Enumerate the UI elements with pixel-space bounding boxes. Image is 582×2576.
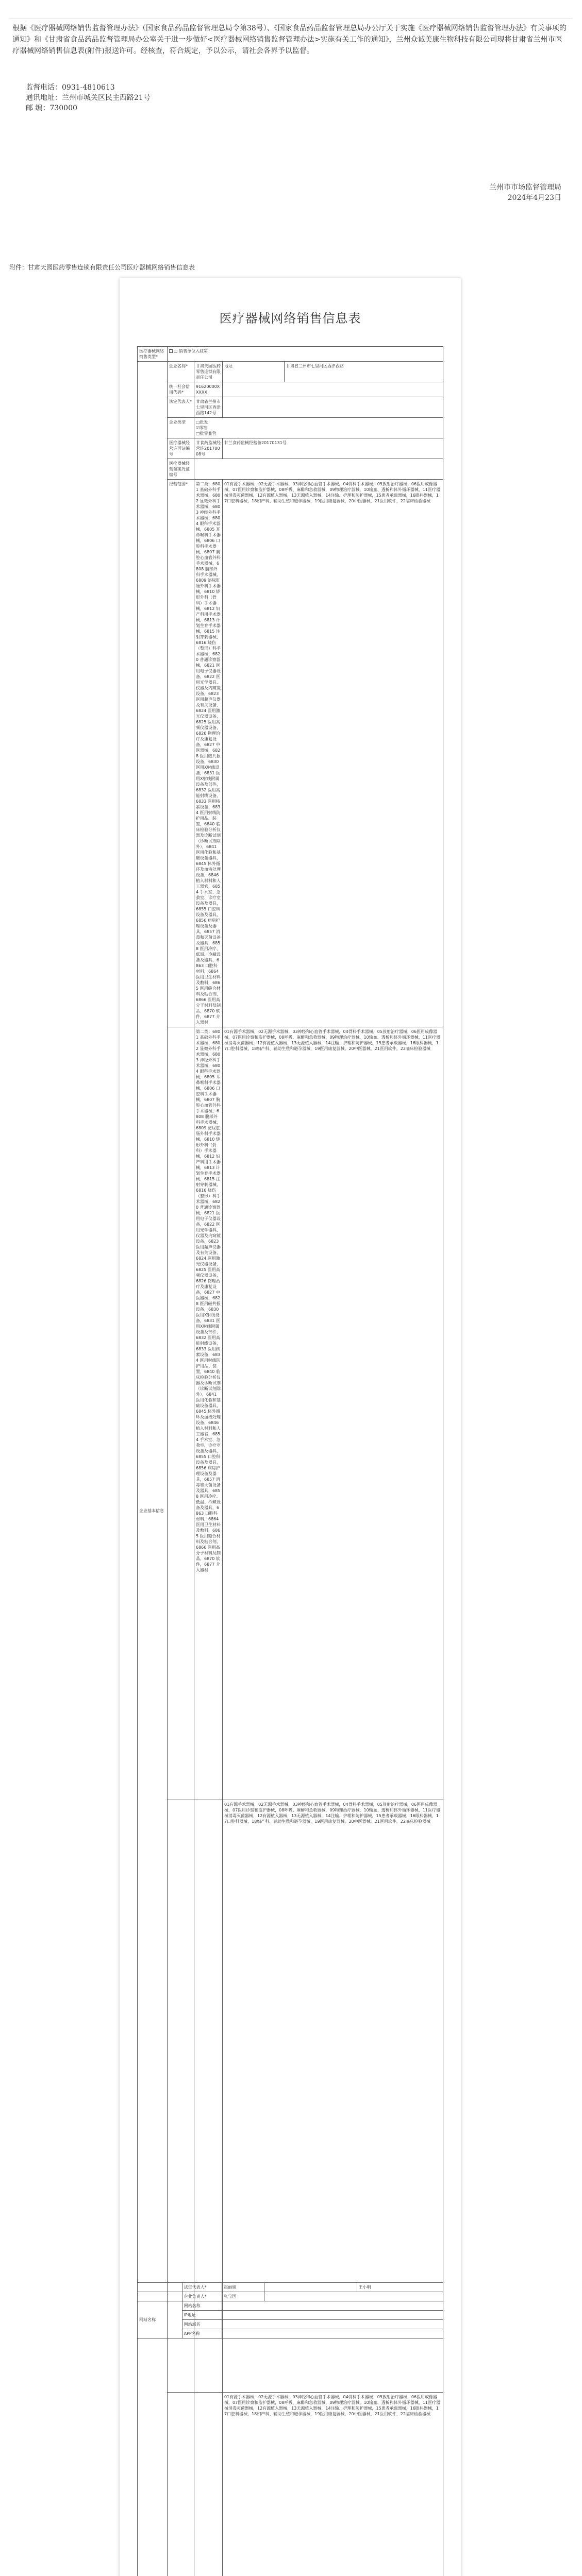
- notice-body: 根据《医疗器械网络销售监督管理办法》（国家食品药品监督管理总局令第38号）、《国家食品药品监督管理总局办公厅关于实施《医疗器械网络销售监督管理办法》有关事项的通知》和《甘肃省食品药品监督管理局办公室关于进一步做好<医疗器械网络销售监督管理办法>实施有关工作的通知》，兰州众诚美康生物科技有限公司现将甘肃省兰州市医疗器械网络销售信息表(附件)报送许可。经核查，符合规定，予以公示，请社会各界予以监督。: [12, 24, 567, 55]
- mode-option-retail: ☑零售: [196, 426, 208, 430]
- attachment-link[interactable]: 附件：甘肃天园医药零售连锁有限责任公司医疗器械网络销售信息表: [9, 264, 195, 271]
- value-legal: 甘肃省兰州市七里河区西津西路142号: [194, 397, 223, 418]
- empty-cell: [168, 1027, 194, 1800]
- mode-options: [194, 418, 443, 438]
- label-domain: 网站域名: [182, 2320, 222, 2329]
- label-responsible: 企业负责人*: [182, 2292, 222, 2301]
- label-credit: 统一社会信用代码*: [168, 382, 194, 397]
- label-ip: IP地址: [182, 2311, 222, 2320]
- label-app: APP名称: [182, 2329, 222, 2338]
- notice-paragraph: [12, 23, 569, 57]
- enterprise-info-cell: 企业基本信息: [138, 362, 168, 2576]
- empty-cell: [264, 2283, 357, 2292]
- header-type-text: □ 销售单位入驻第: [174, 349, 208, 353]
- scope-class2-a: 第二类：6801 基础外科手术器械，6802 显微外科手术器械，6803 神经外科手术器械，6804 眼科手术器械，6805 耳鼻喉科手术器械，6806 口腔科手术器械，6807 胸腔心血管外科手术器械，6808 腹部外科手术器械，6809 泌尿肛肠外科手术器械，6810 矫形外科（骨科）手术器械，6812 妇产科用手术器械，6813 计划生育手术器械，6815 注射穿刺器械，6816 烧伤（整形）科手术器械，6820 普通诊察器械，6821 医用电子仪器设备，6822 医用光学器具、仪器及内窥镜设备，6823 医用超声仪器及有关设备，6824 医用激光仪器设备，6825 医用高频仪器设备，6826 物理治疗及康复设备，6827 中医器械，6828 医用磁共振设备，6830 医用X射线设备，6831 医用X射线附属设备及部件，6832 医用高能射线设备，6833 医用核素设备，6834 医用射线防护用品、装置，6840 临床检验分析仪器及诊断试剂（诊断试剂除外），6841 医用化验和基础设备器具，6845 体外循环及血液处理设备，6846 植入材料和人工器官，6854 手术室、急救室、诊疗室设备及器具，6855 口腔科设备及器具，6856 病房护理设备及器具，6857 消毒和灭菌设备及器具，6858 医用冷疗、低温、冷藏设备及器具，6863 口腔科材料，6864 医用卫生材料及敷料，6865 医用缝合材料及粘合剂，6866 医用高分子材料及制品，6870 软件，6877 介入器材: [194, 480, 223, 1027]
- scope-class3: 01有源手术器械，02无源手术器械，03神经和心血管手术器械，04骨科手术器械，05放射治疗器械，06医用成像器械，07医用诊察和监护器械，08呼吸、麻醉和急救器械，09物理治疗器械，10输血、透析和体外循环器械，11医疗器械消毒灭菌器械，12有源植入器械，13无源植入器械，14注输、护理和防护器械，15患者承载器械，16眼科器械，17口腔科器械，18妇产科、辅助生殖和避孕器械，19医用康复器械，20中医器械，21医用软件，22临床检验器械: [223, 1800, 443, 2393]
- label-enterprise: 企业名称*: [168, 362, 194, 382]
- label-record: 医疗器械经营备案凭证编号: [168, 459, 194, 480]
- value-address: 甘肃省兰州市七里河区西津西路: [285, 362, 443, 382]
- mode-option-both: □批零兼营: [196, 431, 217, 436]
- people-table: [137, 2282, 443, 2338]
- label-license: 医疗器械经营许可证编号: [168, 438, 194, 459]
- value-record: 甘兰食药监械经营备20170131号: [223, 438, 443, 459]
- value-legal-2: 赵丽娟: [222, 2283, 264, 2292]
- value-enterprise: 甘肃天园医药零售连锁有限责任公司: [194, 362, 223, 382]
- label-legal-2: 法定代表人*: [182, 2283, 222, 2292]
- contact-postcode: 邮 编：730000: [26, 104, 77, 112]
- header-left-cell: 医疗器械网络销售类型*: [138, 347, 168, 362]
- value-license: 甘食药监械经营许20170008号: [194, 438, 223, 459]
- empty-cell: [194, 459, 443, 480]
- value-credit: 91620000XXXXX: [194, 382, 223, 397]
- signature-date: 2024年4月23日: [507, 194, 561, 202]
- label-scope: 经营范围*: [168, 480, 194, 1027]
- scope-class2-b: 01有源手术器械，02无源手术器械，03神经和心血管手术器械，04骨科手术器械，05放射治疗器械，06医用成像器械，07医用诊察和监护器械，08呼吸、麻醉和急救器械，09物理治疗器械，10输血、透析和体外循环器械，11医疗器械消毒灭菌器械，12有源植入器械，13无源植入器械，14注输、护理和防护器械，15患者承载器械，16眼科器械，17口腔科器械，18妇产科、辅助生殖和避孕器械，19医用康复器械，20中医器械，21医用软件，22临床检验器械: [223, 480, 443, 1027]
- info-table: [137, 346, 443, 2576]
- empty-cell: [223, 382, 443, 397]
- label-website: 网站名称: [182, 2301, 222, 2311]
- signature-block: [489, 182, 561, 203]
- value-responsible: 张宝国: [222, 2292, 264, 2301]
- empty-cell: [222, 2311, 443, 2320]
- empty-cell: [222, 2329, 443, 2338]
- website-info-cell: 网站名称: [138, 2301, 182, 2338]
- mode-option-wholesale: □批发: [196, 420, 208, 425]
- empty-cell: [264, 2292, 443, 2301]
- empty-cell: [222, 2301, 443, 2311]
- value-legal-3: 王小明: [357, 2283, 443, 2292]
- scope-class2-d: 01有源手术器械，02无源手术器械，03神经和心血管手术器械，04骨科手术器械，05放射治疗器械，06医用成像器械，07医用诊察和监护器械，08呼吸、麻醉和急救器械，09物理治疗器械，10输血、透析和体外循环器械，11医疗器械消毒灭菌器械，12有源植入器械，13无源植入器械，14注输、护理和防护器械，15患者承载器械，16眼科器械，17口腔科器械，18妇产科、辅助生殖和避孕器械，19医用康复器械，20中医器械，21医用软件，22临床检验器械: [223, 1027, 443, 1800]
- contact-phone: 监督电话：0931-4810613: [26, 83, 115, 92]
- empty-cell: [194, 2393, 223, 2576]
- empty-cell: [222, 2320, 443, 2329]
- scope-class2-c: 第二类：6801 基础外科手术器械，6802 显微外科手术器械，6803 神经外科手术器械，6804 眼科手术器械，6805 耳鼻喉科手术器械，6806 口腔科手术器械，6807 胸腔心血管外科手术器械，6808 腹部外科手术器械，6809 泌尿肛肠外科手术器械，6810 矫形外科（骨科）手术器械，6812 妇产科用手术器械，6813 计划生育手术器械，6815 注射穿刺器械，6816 烧伤（整形）科手术器械，6820 普通诊察器械，6821 医用电子仪器设备，6822 医用光学器具、仪器及内窥镜设备，6823 医用超声仪器及有关设备，6824 医用激光仪器设备，6825 医用高频仪器设备，6826 物理治疗及康复设备，6827 中医器械，6828 医用磁共振设备，6830 医用X射线设备，6831 医用X射线附属设备及部件，6832 医用高能射线设备，6833 医用核素设备，6834 医用射线防护用品、装置，6840 临床检验分析仪器及诊断试剂（诊断试剂除外），6841 医用化验和基础设备器具，6845 体外循环及血液处理设备，6846 植入材料和人工器官，6854 手术室、急救室、诊疗室设备及器具，6855 口腔科设备及器具，6856 病房护理设备及器具，6857 消毒和灭菌设备及器具，6858 医用冷疗、低温、冷藏设备及器具，6863 口腔科材料，6864 医用卫生材料及敷料，6865 医用缝合材料及粘合剂，6866 医用高分子材料及制品，6870 软件，6877 介入器材: [194, 1027, 223, 1800]
- empty-cell: [138, 2292, 182, 2301]
- label-address: 地址: [223, 362, 285, 382]
- checkbox-icon: [169, 349, 173, 353]
- attachment-document: [120, 278, 461, 2576]
- scope-class3-b: 01有源手术器械，02无源手术器械，03神经和心血管手术器械，04骨科手术器械，05放射治疗器械，06医用成像器械，07医用诊察和监护器械，08呼吸、麻醉和急救器械，09物理治疗器械，10输血、透析和体外循环器械，11医疗器械消毒灭菌器械，12有源植入器械，13无源植入器械，14注输、护理和防护器械，15患者承载器械，16眼科器械，17口腔科器械，18妇产科、辅助生殖和避孕器械，19医用康复器械，20中医器械，21医用软件，22临床检验器械: [223, 2393, 443, 2576]
- empty-cell: [223, 397, 443, 418]
- label-legal: 法定代表人*: [168, 397, 194, 418]
- signature-org: 兰州市市场监督管理局: [489, 183, 561, 192]
- header-type-cell: [168, 347, 443, 362]
- empty-cell: [168, 2393, 194, 2576]
- contact-address: 通讯地址：兰州市城关区民主西路21号: [26, 94, 151, 102]
- contact-block: [26, 82, 151, 113]
- label-business-type: 企业类型: [168, 418, 194, 438]
- document-title: 医疗器械网络销售信息表: [219, 311, 361, 326]
- empty-cell: [138, 2283, 182, 2292]
